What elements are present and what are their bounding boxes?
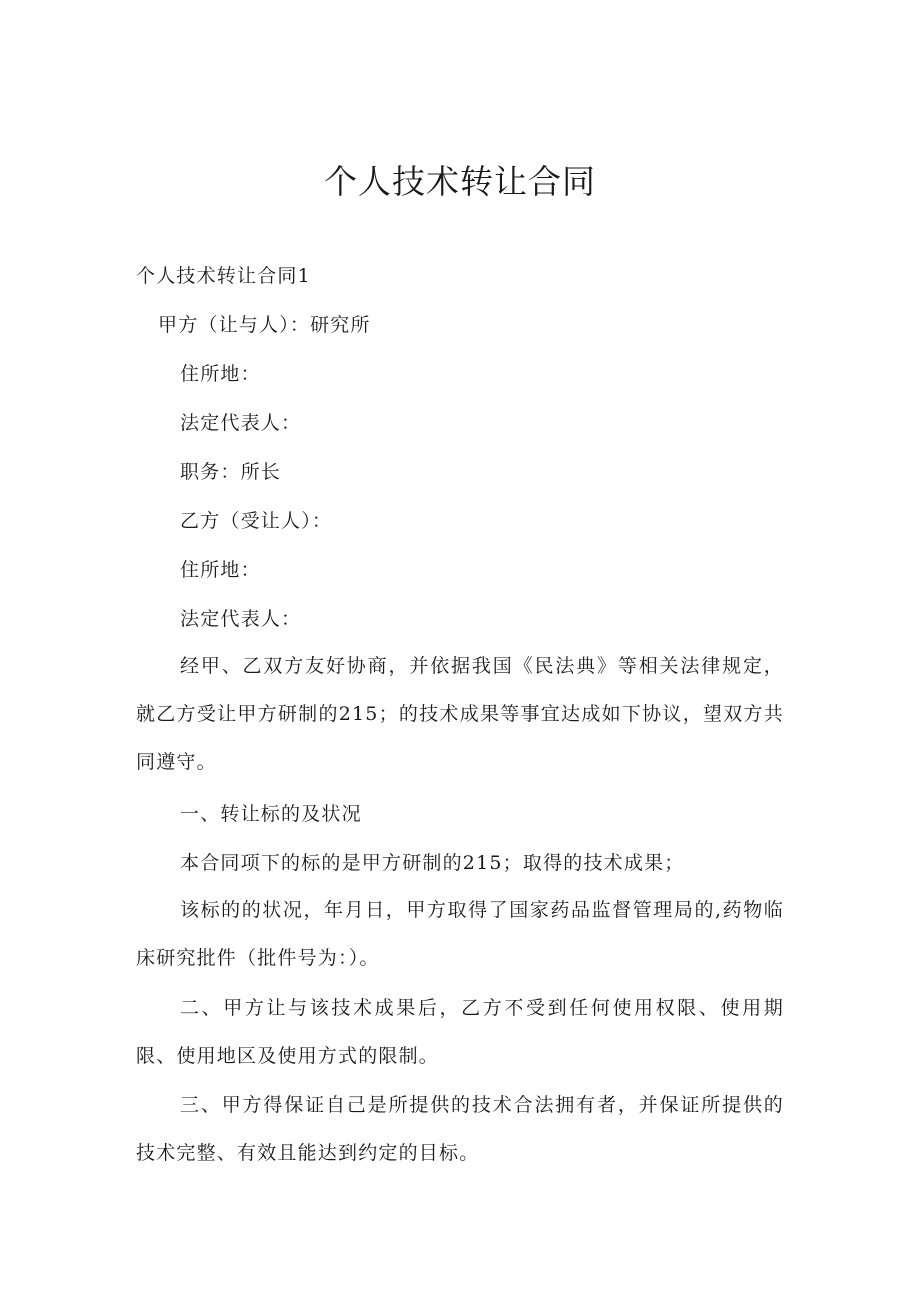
preamble-paragraph: 经甲、乙双方友好协商，并依据我国《民法典》等相关法律规定，就乙方受让甲方研制的215；的技术成果等事宜达成如下协议，望双方共同遵守。 xyxy=(136,655,784,773)
party-b-line: 乙方（受让人）： xyxy=(180,510,333,532)
contract-subtitle: 个人技术转让合同1 xyxy=(136,265,311,287)
section-1-heading: 一、转让标的及状况 xyxy=(180,803,362,825)
section-1-text-2: 该标的的状况，年月日，甲方取得了国家药品监督管理局的,药物临床研究批件（批件号为：）。 xyxy=(136,899,784,969)
party-a-line: 甲方（让与人）：研究所 xyxy=(158,314,371,336)
party-a-position: 职务：所长 xyxy=(180,461,282,483)
party-b-representative: 法定代表人： xyxy=(180,608,302,630)
party-b-address: 住所地： xyxy=(180,559,261,581)
party-a-address: 住所地： xyxy=(180,363,261,385)
section-1-text-1: 本合同项下的标的是甲方研制的215；取得的技术成果； xyxy=(180,852,685,874)
section-2-paragraph: 二、甲方让与该技术成果后，乙方不受到任何使用权限、使用期限、使用地区及使用方式的限制。 xyxy=(136,997,784,1067)
document-title: 个人技术转让合同 xyxy=(324,162,596,201)
section-3-paragraph: 三、甲方得保证自己是所提供的技术合法拥有者，并保证所提供的技术完整、有效且能达到约定的目标。 xyxy=(136,1094,784,1164)
party-a-representative: 法定代表人： xyxy=(180,412,302,434)
